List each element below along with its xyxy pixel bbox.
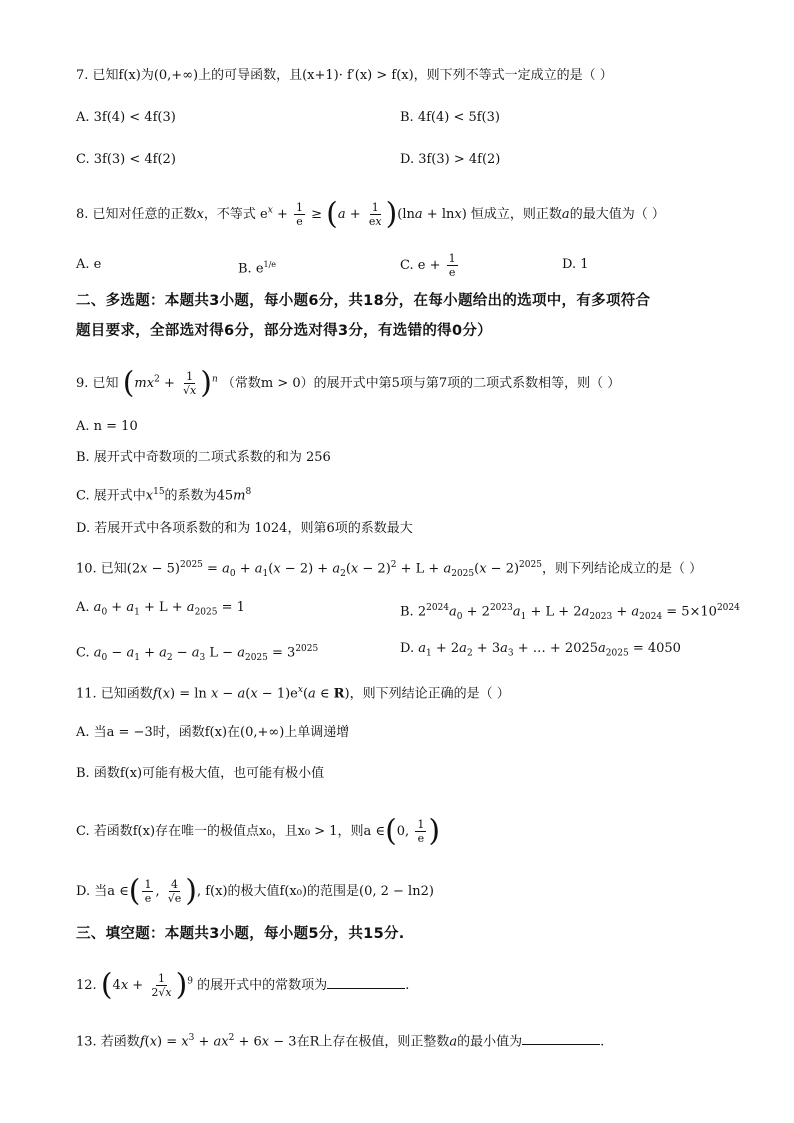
- q10-option-a: A. $a_0 + a_1 + L + a_{2025} = 1$: [76, 600, 245, 618]
- q11-option-a: A. 当a = −3时，函数f(x)在(0,+∞)上单调递增: [76, 725, 350, 740]
- q12-stem: 12. (4x + $\frac{1}{2√x}$ )$^9$ 的展开式中的常数项为 .: [76, 967, 410, 1003]
- q10-stem: 10. 已知$(2x - 5)^{2025} = a_0 + a_1(x - 2) + a_2(x - 2)^2 + L + a_{2025}(x - 2)^{2025}$，则下列结论成立的是（ ）: [76, 560, 703, 579]
- q11-option-b: B. 函数f(x)可能有极大值，也可能有极小值: [76, 766, 325, 781]
- q10-option-d: D. $a_1 + 2a_2 + 3a_3$ + … + $2025a_{2025} = 4050$: [400, 641, 681, 659]
- q8-option-c: C. e + $\frac{1}{e}$: [400, 252, 456, 279]
- q10-option-b: B. $2^{2024}a_0 + 2^{2023}a_1 + L + 2a_{2023} + a_{2024} = 5\times 10^{2024}$: [400, 603, 740, 622]
- q8-option-b: B. $e^{1/e}$: [238, 260, 277, 277]
- q7-option-a: A. 3f(4) < 4f(3): [76, 110, 176, 125]
- q12-answer-blank[interactable]: [327, 976, 405, 989]
- q9-option-b: B. 展开式中奇数项的二项式系数的和为 256: [76, 450, 331, 465]
- q7-stem: 7. 已知f(x)为(0,+∞)上的可导函数，且(x+1)· f′(x) > f(x)，则下列不等式一定成立的是（ ）: [76, 68, 613, 83]
- q7-option-b: B. 4f(4) < 5f(3): [400, 110, 500, 125]
- q10-option-c: C. $a_0 - a_1 + a_2 - a_3$ $L - a_{2025} = 3^{2025}$: [76, 644, 319, 663]
- q8-stem: 8. 已知对任意的正数x，不等式 $e^x$ + $\frac{1}{e}$ ≥ (a + $\frac{1}{ex}$ )(lna + lnx) 恒成立，则正数a的最大值为（ ）: [76, 196, 665, 232]
- q11-option-d: D. 当a ∈( $\frac{1}{e}$ , $\frac{4}{√e}$ ), f(x)的极大值f(x₀)的范围是(0, 2 − ln2): [76, 873, 434, 909]
- section3-heading: 三、填空题：本题共3小题，每小题5分，共15分.: [76, 926, 405, 942]
- q8-option-d: D. 1: [562, 257, 589, 272]
- section2-heading-line2: 题目要求，全部选对得6分，部分选对得3分，有选错的得0分）: [76, 323, 492, 339]
- q8-inequality: $e^x$ + $\frac{1}{e}$ ≥ (a + $\frac{1}{ex}$ )(lna + lnx): [260, 196, 471, 232]
- q9-option-d: D. 若展开式中各项系数的和为 1024，则第6项的系数最大: [76, 521, 413, 536]
- q7-option-c: C. 3f(3) < 4f(2): [76, 152, 176, 167]
- q13-answer-blank[interactable]: [522, 1032, 600, 1045]
- q7-option-d: D. 3f(3) > 4f(2): [400, 152, 501, 167]
- q13-stem: 13. 若函数$f(x) = x^3 + ax^2 + 6x - 3$在R上存在极值，则正整数a的最小值为 .: [76, 1033, 605, 1050]
- q9-option-c: C. 展开式中$x^{15}$的系数为$45m^8$: [76, 487, 252, 504]
- q9-option-a: A. n = 10: [76, 419, 138, 434]
- section2-heading-line1: 二、多选题：本题共3小题，每小题6分，共18分，在每小题给出的选项中，有多项符合: [76, 293, 651, 309]
- q9-stem: 9. 已知 ($mx^2$ + $\frac{1}{√x}$ )$^n$ （常数m > 0）的展开式中第5项与第7项的二项式系数相等，则（ ）: [76, 365, 621, 401]
- q11-stem: 11. 已知函数$f(x) = \ln x - a(x - 1)e^x(a$ ∈ R)，则下列结论正确的是（ ）: [76, 685, 510, 702]
- q8-option-a: A. e: [76, 257, 102, 272]
- q11-option-c: C. 若函数f(x)存在唯一的极值点x₀，且x₀ > 1，则a ∈(0, $\frac{1}{e}$ ): [76, 813, 441, 849]
